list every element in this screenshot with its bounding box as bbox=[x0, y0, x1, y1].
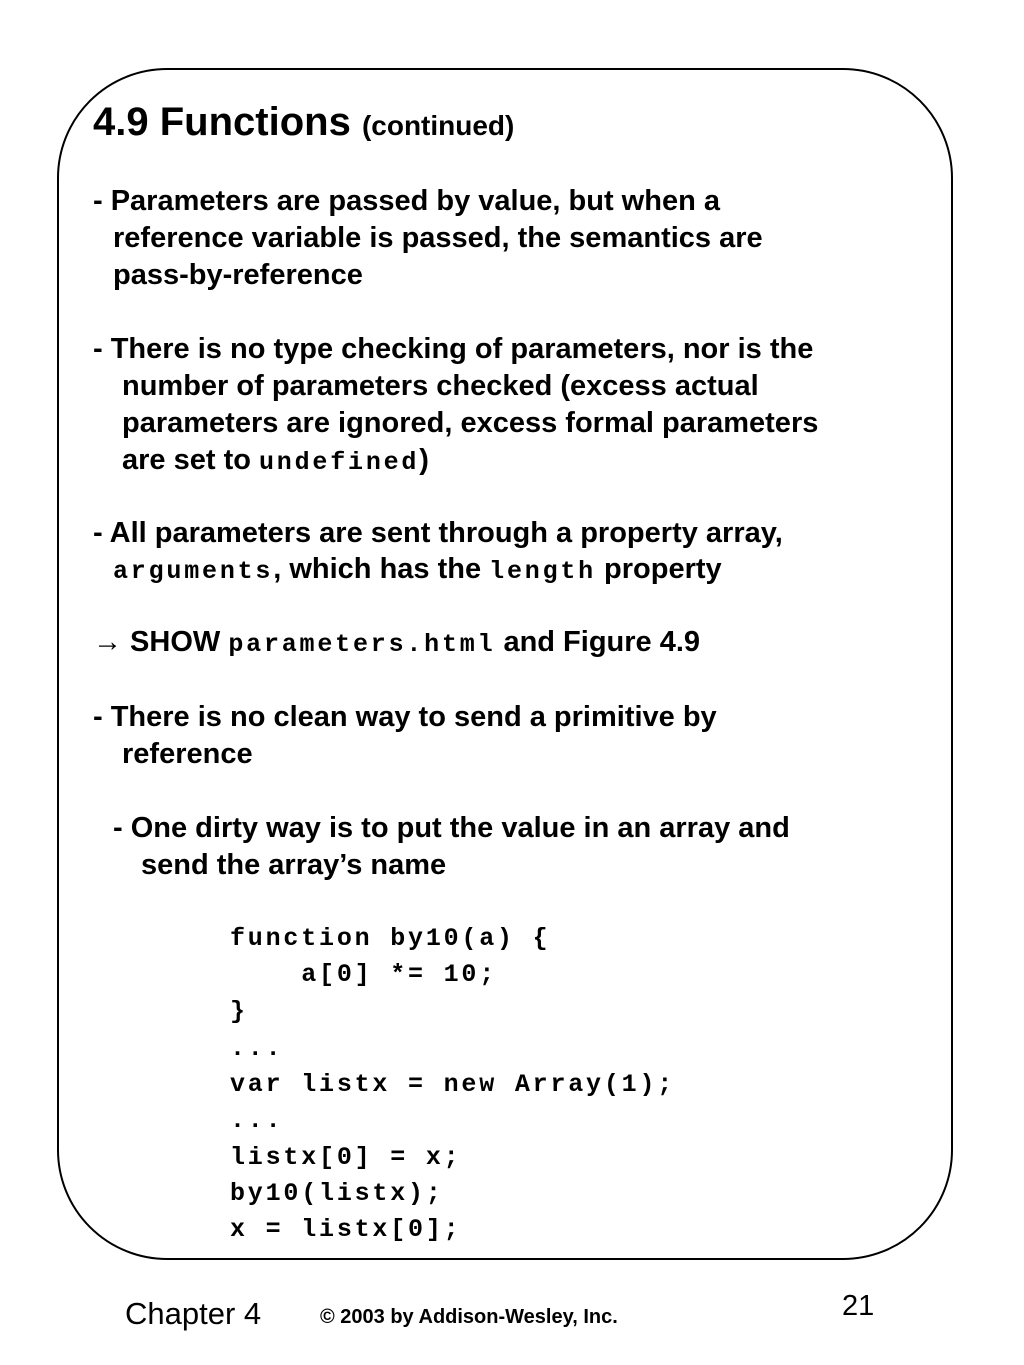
footer-copyright: © 2003 by Addison-Wesley, Inc. bbox=[320, 1306, 618, 1328]
bullet-4-line-1: - There is no clean way to send a primitive by bbox=[93, 701, 717, 733]
show-line bbox=[93, 625, 700, 662]
bullet-2-line-1: - There is no type checking of parameters, nor is the bbox=[93, 333, 814, 365]
code-line: listx[0] = x; bbox=[230, 1143, 462, 1172]
code-line: var listx = new Array(1); bbox=[230, 1070, 676, 1099]
bullet-3-line-2 bbox=[113, 552, 722, 589]
bullet-1-line-2: reference variable is passed, the semantics are bbox=[113, 222, 763, 254]
title-main: 4.9 Functions bbox=[93, 100, 351, 144]
code-line: ... bbox=[230, 1106, 284, 1135]
page-number: 21 bbox=[842, 1290, 875, 1322]
text: and Figure 4.9 bbox=[495, 626, 701, 658]
code-undefined: undefined bbox=[259, 448, 420, 477]
text: ) bbox=[419, 444, 429, 476]
text: SHOW bbox=[122, 626, 229, 658]
bullet-2-line-2: number of parameters checked (excess actual bbox=[122, 370, 759, 402]
footer-chapter: Chapter 4 bbox=[125, 1296, 262, 1331]
text: property bbox=[596, 553, 722, 585]
bullet-5-line-2: send the array’s name bbox=[141, 849, 447, 881]
code-arguments: arguments bbox=[113, 557, 274, 586]
code-length: length bbox=[489, 557, 596, 586]
bullet-2-line-4 bbox=[122, 443, 429, 480]
code-line: a[0] *= 10; bbox=[230, 960, 498, 989]
bullet-3-line-1: - All parameters are sent through a property array, bbox=[93, 517, 783, 549]
code-line: } bbox=[230, 997, 248, 1026]
code-line: ... bbox=[230, 1034, 284, 1063]
arrow-right-icon: → bbox=[93, 626, 122, 658]
text: , which has the bbox=[273, 553, 490, 585]
code-line: x = listx[0]; bbox=[230, 1215, 462, 1244]
code-filename: parameters.html bbox=[228, 630, 496, 659]
title-sub: (continued) bbox=[361, 110, 515, 141]
bullet-5-line-1: - One dirty way is to put the value in an array and bbox=[113, 812, 790, 844]
code-line: function by10(a) { bbox=[230, 924, 551, 953]
bullet-1-line-1: - Parameters are passed by value, but when a bbox=[93, 185, 720, 217]
code-line: by10(listx); bbox=[230, 1179, 444, 1208]
slide-title bbox=[93, 98, 514, 150]
bullet-1-line-3: pass-by-reference bbox=[113, 259, 363, 291]
bullet-2-line-3: parameters are ignored, excess formal parameters bbox=[122, 407, 819, 439]
bullet-4-line-2: reference bbox=[122, 738, 253, 770]
text: are set to bbox=[122, 444, 259, 476]
